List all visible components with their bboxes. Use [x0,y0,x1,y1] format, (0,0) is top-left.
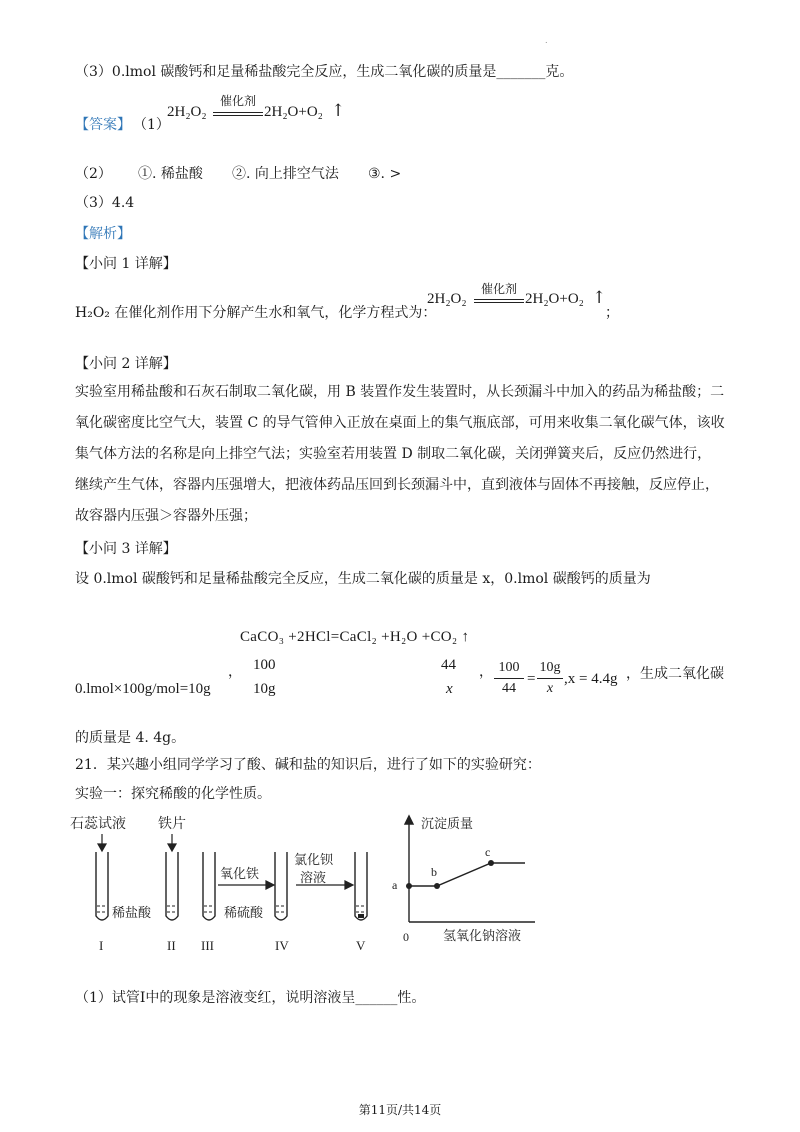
q21-exp1: 实验一：探究稀酸的化学性质。 [75,786,271,802]
label-litmus: 石蕊试液 [70,816,126,832]
answer-2a: ①. 稀盐酸 [138,166,203,182]
answer-2c: ③. > [368,166,402,182]
graph-line [409,863,525,886]
sub2-title: 【小问 2 详解】 [75,356,177,372]
calc-result: ,x = 4.4g [564,671,618,687]
point-b [434,883,440,889]
tube-4 [275,852,287,920]
calc-equation: CaCO₃ +2HCl=CaCl₂ +H₂O +CO₂ ↑ [240,629,470,645]
frac-10g-x-num: 10g [539,660,561,675]
frac-100-44-bar [494,678,524,679]
graph-point-a: a [392,878,398,892]
graph-xlabel: 氢氧化钠溶液 [443,929,522,944]
point-a [406,883,412,889]
sub1-tail: ； [605,305,619,321]
sub1-eq-left: 2H₂O₂ [427,291,467,307]
precipitate-graph [385,808,545,948]
sub1-up-arrow: ↑ [592,288,607,308]
label-h2so4: 稀硫酸 [224,906,264,921]
tube-label-2: II [167,938,176,953]
calc-m10g: 10g [253,681,276,697]
answer-num-1: （1） [133,117,170,133]
frac-100-44 [494,660,524,697]
final-text: 的质量是 4. 4g。 [75,730,186,746]
tube-label-5: V [356,938,366,953]
answer-eq-bar [213,112,263,116]
question-3: （3）0.lmol 碳酸钙和足量稀盐酸完全反应，生成二氧化碳的质量是_______克。 [75,64,574,80]
graph-point-b: b [431,865,437,879]
sub1-eq-right: 2H₂O+O₂ [525,291,584,307]
tube-1 [96,852,108,920]
answer-catalyst: 催化剂 [219,94,256,108]
page-mark: . [545,36,548,45]
frac-10g-x-den: x [546,681,554,696]
calc-mx: x [446,681,453,697]
sub1-title: 【小问 1 详解】 [75,256,177,272]
answer-2b: ②. 向上排空气法 [232,166,339,182]
calc-m100: 100 [253,657,276,673]
sub1-eq-bar [474,299,524,303]
sub1-catalyst: 催化剂 [480,282,517,296]
calc-comma-2: ， [479,664,493,680]
frac-10g-x-bar [537,678,563,679]
graph-points [406,860,494,889]
answer-tag: 【答案】 [75,117,131,133]
sub2-text: 实验室用稀盐酸和石灰石制取二氧化碳，用 B 装置作发生装置时，从长颈漏斗中加入的药品为稀盐酸；二氧化碳密度比空气大，装置 C 的导气管伸入正放在桌面上的集气瓶底部，可用来收集二氧化碳气体，该收集气体方法的名称是向上排空气法；实验室若用装置 D 制取二氧化碳，关闭弹簧夹后，反应仍然进行，继续产生气体，容器内压强增大，把液体药品压回到长颈漏斗中，直到液体与固体不再接触，反应停止，故容器内压强＞容器外压强； [75,384,725,524]
calc-m44: 44 [441,657,456,673]
answer-3: （3）4.4 [75,195,135,211]
point-c [488,860,494,866]
sub3-title: 【小问 3 详解】 [75,541,177,557]
graph-point-c: c [485,845,491,859]
analysis-tag: 【解析】 [75,226,131,242]
sub3-text: 设 0.lmol 碳酸钙和足量稀盐酸完全反应，生成二氧化碳的质量是 x，0.lmol 碳酸钙的质量为 [75,571,651,587]
answer-eq-left: 2H₂O₂ [167,104,207,120]
sub1-text: H₂O₂ 在催化剂作用下分解产生水和氧气，化学方程式为： [75,305,437,321]
graph-ylabel: 沉淀质量 [421,817,474,832]
tube-2 [166,852,178,920]
label-iron: 铁片 [158,816,186,832]
answer-num-2: （2） [75,166,112,182]
precipitate [358,914,364,918]
answer-up-arrow: ↑ [331,101,346,121]
label-fe2o3: 氧化铁 [220,867,260,882]
answer-eq-right: 2H₂O+O₂ [264,104,323,120]
tube-label-3: III [201,938,214,953]
tube-5 [355,852,367,920]
q21-title: 21．某兴趣小组同学学习了酸、碱和盐的知识后，进行了如下的实验研究： [75,757,541,773]
calc-comma-1: ， [228,664,242,680]
frac-100-44-num: 100 [498,660,520,675]
test-tube-diagram [70,810,400,960]
graph-origin: 0 [403,930,409,944]
tube-3 [203,852,215,920]
label-hcl: 稀盐酸 [112,906,152,921]
label-bacl2-2: 溶液 [300,871,327,886]
label-bacl2-1: 氯化钡 [294,853,334,868]
page-footer: 第11页/共14页 [358,1103,442,1117]
frac-100-44-den: 44 [502,681,516,696]
tube-label-1: I [99,938,104,953]
calc-left: 0.lmol×100g/mol=10g [75,681,211,697]
frac-10g-x [537,660,563,697]
calc-eqsign: = [527,671,536,687]
tube-label-4: IV [275,938,289,953]
calc-tail: ，生成二氧化碳 [626,666,724,682]
q21-q1: （1）试管Ⅰ中的现象是溶液变红，说明溶液呈______性。 [75,990,426,1006]
